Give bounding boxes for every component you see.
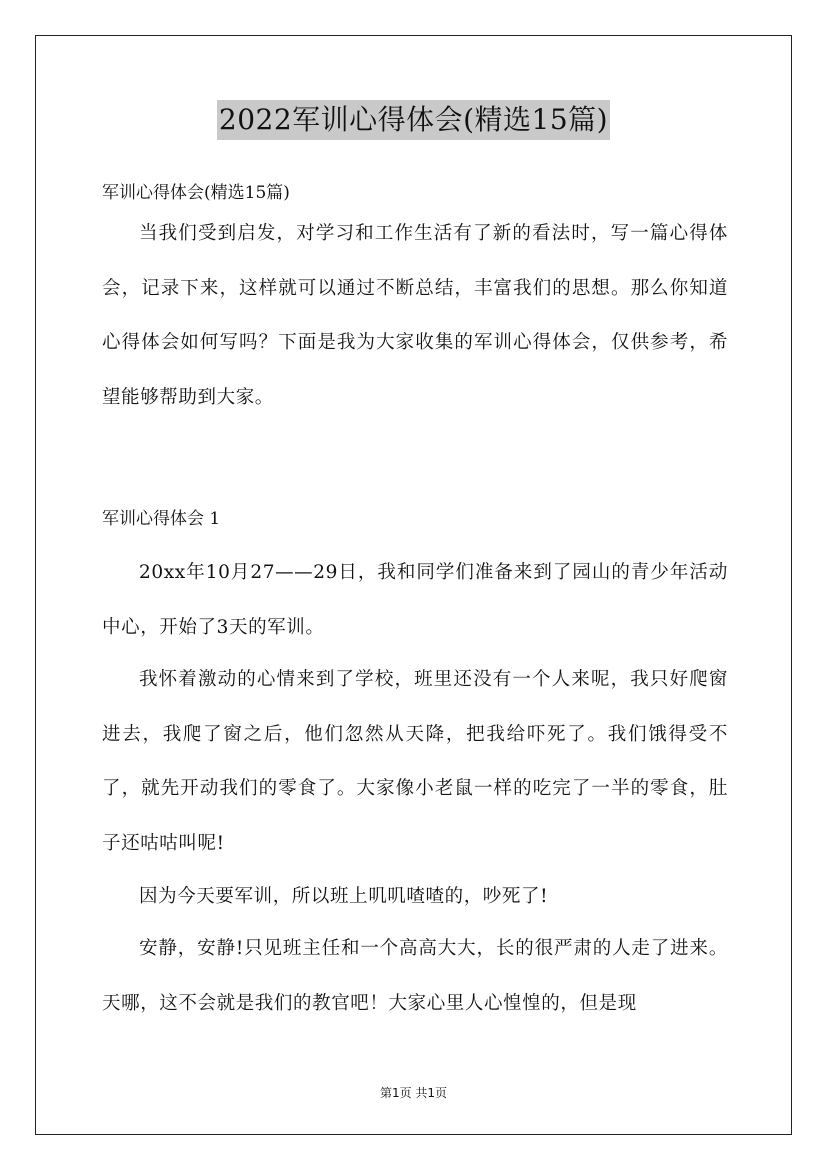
body-paragraph-2: 我怀着激动的心情来到了学校，班里还没有一个人来呢，我只好爬窗进去，我爬了窗之后，他们忽然从天降，把我给吓死了。我们饿得受不了，就先开动我们的零食了。大家像小老鼠一样的吃完了一半的零食，肚子还咕咕叫呢! xyxy=(102,669,728,854)
body-paragraph-3: 因为今天要军训，所以班上叽叽喳喳的，吵死了! xyxy=(139,886,549,907)
title-container xyxy=(0,100,827,140)
section-heading-1: 军训心得体会 1 xyxy=(102,509,221,529)
document-subtitle: 军训心得体会(精选15篇) xyxy=(102,183,290,203)
body-paragraph-4: 安静，安静!只见班主任和一个高高大大，长的很严肃的人走了进来。天哪，这不会就是我们的教官吧！大家心里人心惶惶的，但是现 xyxy=(102,938,728,1014)
body-paragraph-1: 20xx年10月27——29日，我和同学们准备来到了园山的青少年活动中心，开始了3天的军训。 xyxy=(102,562,728,638)
page-footer: 第1页 共1页 xyxy=(379,1086,448,1100)
intro-paragraph: 当我们受到启发，对学习和工作生活有了新的看法时，写一篇心得体会，记录下来，这样就可以通过不断总结，丰富我们的思想。那么你知道心得体会如何写吗？下面是我为大家收集的军训心得体会，仅供参考，希望能够帮助到大家。 xyxy=(102,223,728,408)
document-title: 2022军训心得体会(精选15篇) xyxy=(217,100,610,140)
